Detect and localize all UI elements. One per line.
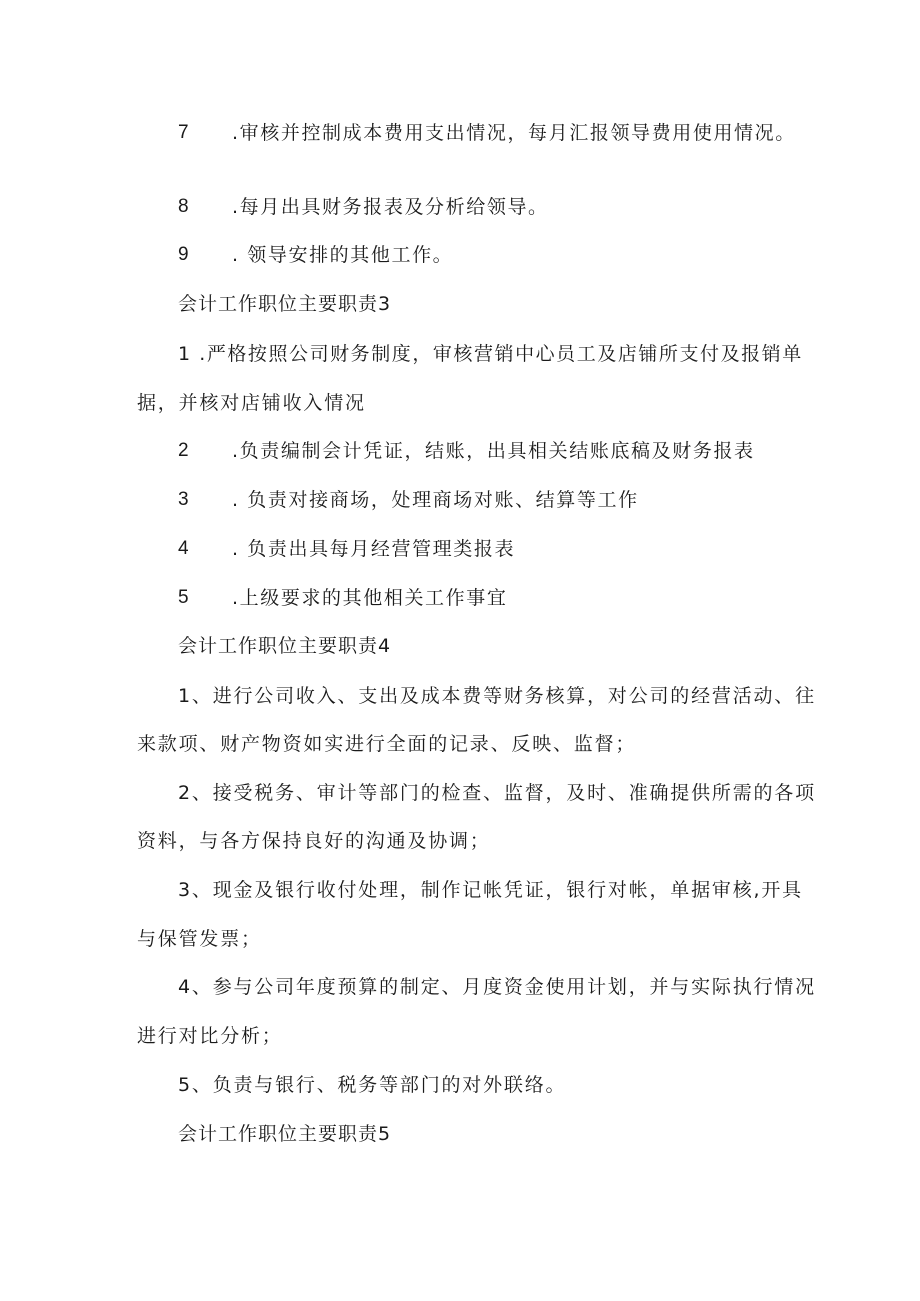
section4-p4-line1: 4、参与公司年度预算的制定、月度资金使用计划，并与实际执行情况 bbox=[178, 976, 816, 998]
section4-p5-line1: 5、负责与银行、税务等部门的对外联络。 bbox=[178, 1074, 567, 1096]
item-number: 4 bbox=[178, 538, 189, 559]
item-text: .审核并控制成本费用支出情况，每月汇报领导费用使用情况。 bbox=[232, 122, 796, 144]
section4-p3-line2: 与保管发票； bbox=[137, 928, 262, 950]
section4-p1-line1: 1、进行公司收入、支出及成本费等财务核算，对公司的经营活动、往 bbox=[178, 685, 816, 707]
section4-p1-line2: 来款项、财产物资如实进行全面的记录、反映、监督； bbox=[137, 733, 637, 755]
section3-item1-line1: 1 .严格按照公司财务制度，审核营销中心员工及店铺所支付及报销单 bbox=[178, 343, 803, 365]
item-number: 7 bbox=[178, 122, 189, 143]
item-text: .负责编制会计凭证，结账，出具相关结账底稿及财务报表 bbox=[232, 440, 755, 462]
section4-p4-line2: 进行对比分析； bbox=[137, 1025, 283, 1047]
section3-item1-line2: 据，并核对店铺收入情况 bbox=[137, 392, 366, 414]
section4-p3-line1: 3、现金及银行收付处理，制作记帐凭证，银行对帐，单据审核,开具 bbox=[178, 879, 803, 901]
section4-p2-line2: 资料，与各方保持良好的沟通及协调； bbox=[137, 830, 491, 852]
item-text: . 负责对接商场，处理商场对账、结算等工作 bbox=[232, 489, 639, 511]
section-heading-4: 会计工作职位主要职责4 bbox=[178, 635, 392, 657]
item-text: . 领导安排的其他工作。 bbox=[232, 244, 454, 266]
section-heading-3: 会计工作职位主要职责3 bbox=[178, 293, 392, 315]
item-number: 2 bbox=[178, 440, 189, 461]
item-number: 3 bbox=[178, 489, 189, 510]
item-text: .上级要求的其他相关工作事宜 bbox=[232, 587, 508, 609]
item-number: 5 bbox=[178, 587, 189, 608]
section-heading-5: 会计工作职位主要职责5 bbox=[178, 1123, 392, 1145]
section4-p2-line1: 2、接受税务、审计等部门的检查、监督，及时、准确提供所需的各项 bbox=[178, 782, 816, 804]
item-number: 9 bbox=[178, 244, 189, 265]
item-text: . 负责出具每月经营管理类报表 bbox=[232, 538, 516, 560]
item-number: 8 bbox=[178, 196, 189, 217]
item-text: .每月出具财务报表及分析给领导。 bbox=[232, 196, 549, 218]
